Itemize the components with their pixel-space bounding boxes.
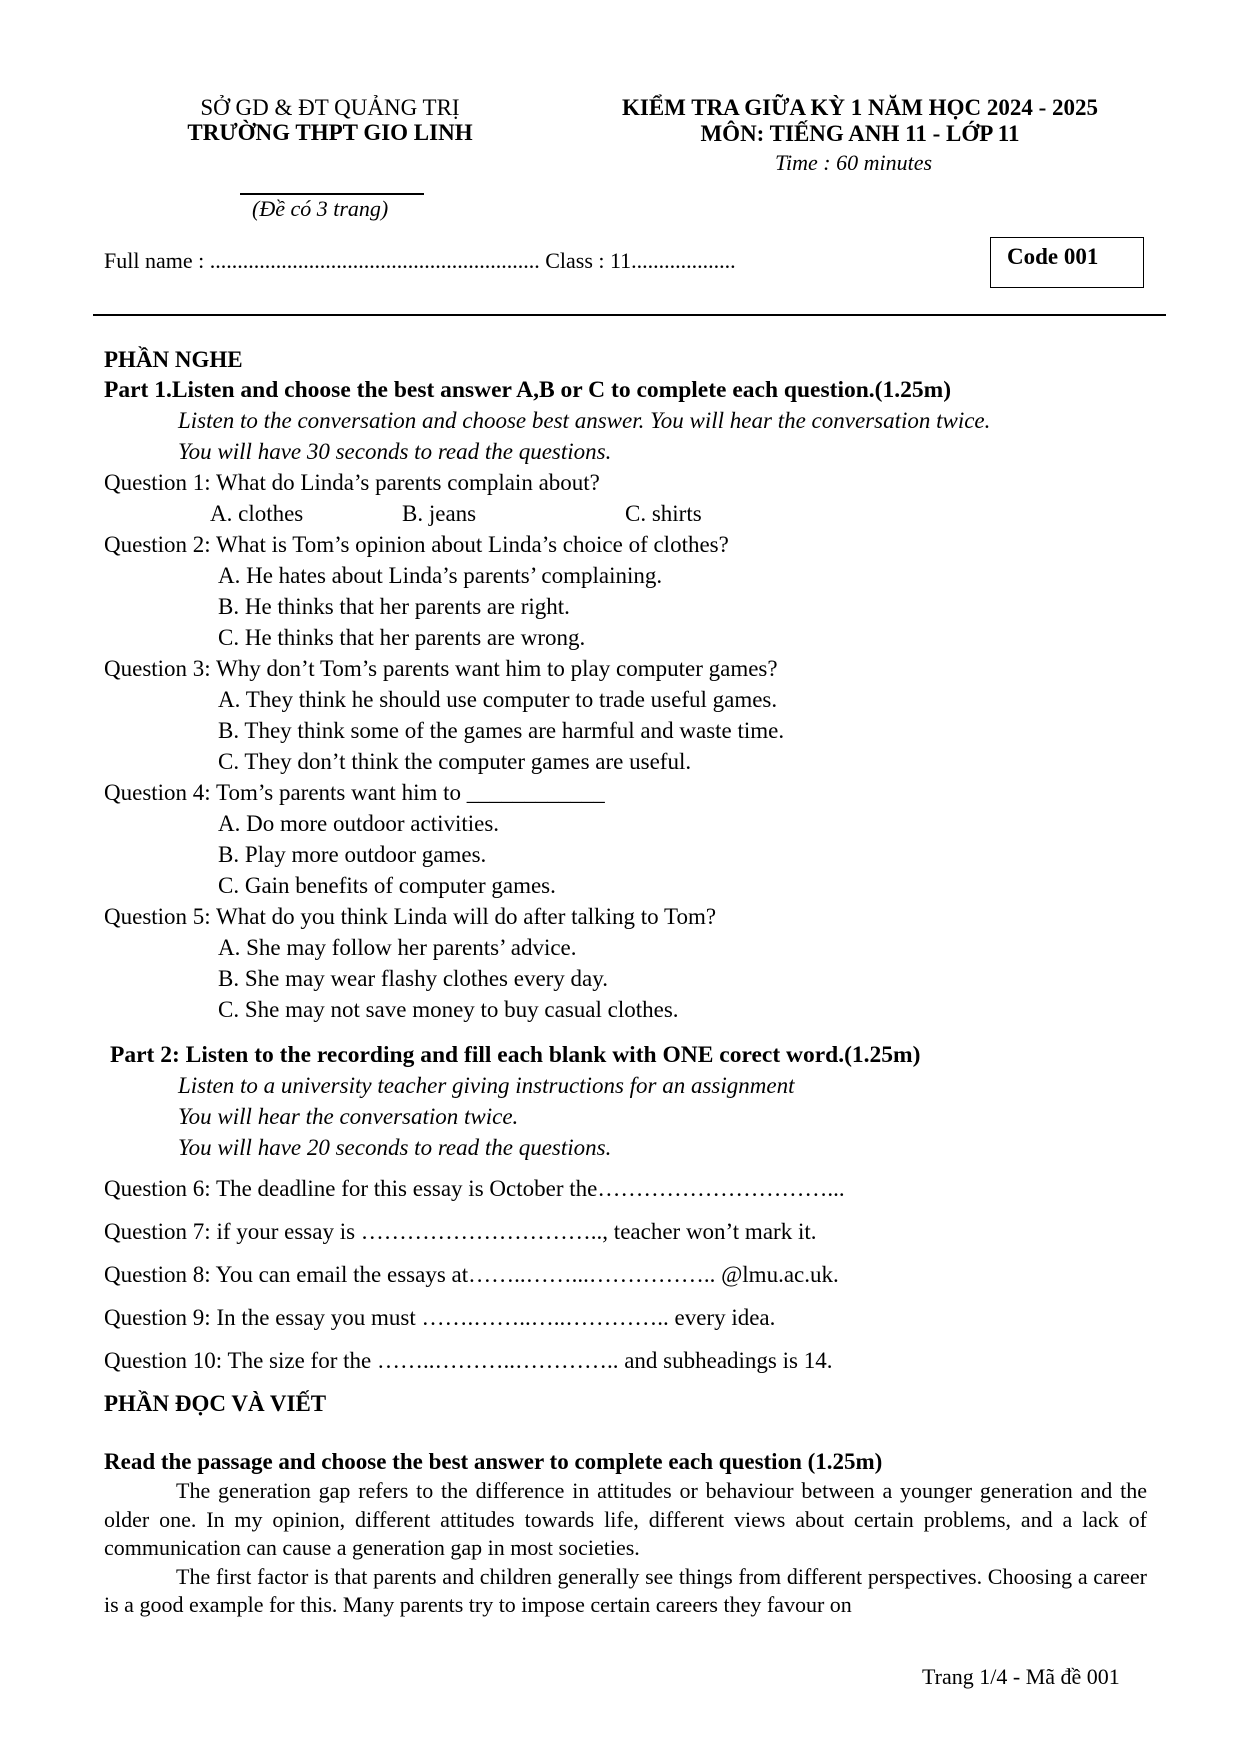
reading-task-title: Read the passage and choose the best answer to complete each question (1.25m) — [104, 1449, 883, 1474]
q3-option-c: C. They don’t think the computer games are useful. — [218, 749, 692, 774]
school-name: TRƯỜNG THPT GIO LINH — [187, 120, 473, 145]
part2-title: Part 2: Listen to the recording and fill each blank with ONE corect word.(1.25m) — [110, 1042, 921, 1068]
question-7: Question 7: if your essay is ………………………….., teacher won’t mark it. — [104, 1219, 817, 1244]
q1-option-a: A. clothes — [210, 501, 304, 526]
exam-title: KIỂM TRA GIỮA KỲ 1 NĂM HỌC 2024 - 2025 — [622, 95, 1098, 120]
q2-option-a: A. He hates about Linda’s parents’ complaining. — [218, 563, 663, 588]
passage-paragraph-2: The first factor is that parents and children generally see things from different perspectives. Choosing a career is a good example for this. Many parents try to impose certain careers they favour on — [104, 1563, 1147, 1617]
exam-code-box: Code 001 — [990, 237, 1144, 288]
q3-option-b: B. They think some of the games are harmful and waste time. — [218, 718, 785, 743]
listening-section-title: PHẦN NGHE — [104, 347, 243, 372]
page-footer: Trang 1/4 - Mã đề 001 — [922, 1664, 1120, 1689]
q3-option-a: A. They think he should use computer to trade useful games. — [218, 687, 778, 712]
question-5: Question 5: What do you think Linda will do after talking to Tom? — [104, 904, 717, 929]
q1-option-c: C. shirts — [625, 501, 702, 526]
q2-option-c: C. He thinks that her parents are wrong. — [218, 625, 586, 650]
question-9: Question 9: In the essay you must …….……..…..………….. every idea. — [104, 1305, 776, 1330]
q5-option-a: A. She may follow her parents’ advice. — [218, 935, 577, 960]
header-divider-short — [240, 193, 424, 195]
question-8: Question 8: You can email the essays at……..……...…………….. @lmu.ac.uk. — [104, 1262, 839, 1287]
question-4: Question 4: Tom’s parents want him to ____________ — [104, 780, 605, 805]
reading-passage — [104, 1477, 1147, 1620]
part2-instruction-2: You will hear the conversation twice. — [178, 1104, 519, 1129]
department-name: SỞ GD & ĐT QUẢNG TRỊ — [200, 95, 460, 120]
passage-paragraph-1: The generation gap refers to the difference in attitudes or behaviour between a younger generation and the older one. In my opinion, different attitudes towards life, different views about certain problems, and a lack of communication can cause a generation gap in most societies. — [104, 1478, 1147, 1560]
question-6: Question 6: The deadline for this essay is October the…………………………... — [104, 1176, 845, 1201]
q4-option-c: C. Gain benefits of computer games. — [218, 873, 556, 898]
part1-instruction-1: Listen to the conversation and choose best answer. You will hear the conversation twice. — [178, 408, 991, 433]
q5-option-c: C. She may not save money to buy casual clothes. — [218, 997, 679, 1022]
question-2: Question 2: What is Tom’s opinion about Linda’s choice of clothes? — [104, 532, 729, 557]
q5-option-b: B. She may wear flashy clothes every day. — [218, 966, 609, 991]
q4-option-b: B. Play more outdoor games. — [218, 842, 487, 867]
exam-time: Time : 60 minutes — [775, 150, 933, 175]
q1-option-b: B. jeans — [402, 501, 477, 526]
question-10: Question 10: The size for the ……..………..………….. and subheadings is 14. — [104, 1348, 833, 1373]
question-1: Question 1: What do Linda’s parents complain about? — [104, 470, 600, 495]
q4-option-a: A. Do more outdoor activities. — [218, 811, 500, 836]
part1-title: Part 1.Listen and choose the best answer A,B or C to complete each question.(1.25m) — [104, 377, 952, 403]
name-class-line: Full name : ............................................................ Class : 11................... — [104, 248, 736, 273]
part2-instruction-1: Listen to a university teacher giving instructions for an assignment — [178, 1073, 795, 1098]
subject-title: MÔN: TIẾNG ANH 11 - LỚP 11 — [700, 121, 1020, 146]
header-rule — [93, 314, 1166, 316]
q2-option-b: B. He thinks that her parents are right. — [218, 594, 570, 619]
pages-note: (Đề có 3 trang) — [252, 196, 389, 221]
question-3: Question 3: Why don’t Tom’s parents want him to play computer games? — [104, 656, 778, 681]
part1-instruction-2: You will have 30 seconds to read the questions. — [178, 439, 612, 464]
part2-instruction-3: You will have 20 seconds to read the questions. — [178, 1135, 612, 1160]
reading-section-title: PHẦN ĐỌC VÀ VIẾT — [104, 1391, 327, 1416]
